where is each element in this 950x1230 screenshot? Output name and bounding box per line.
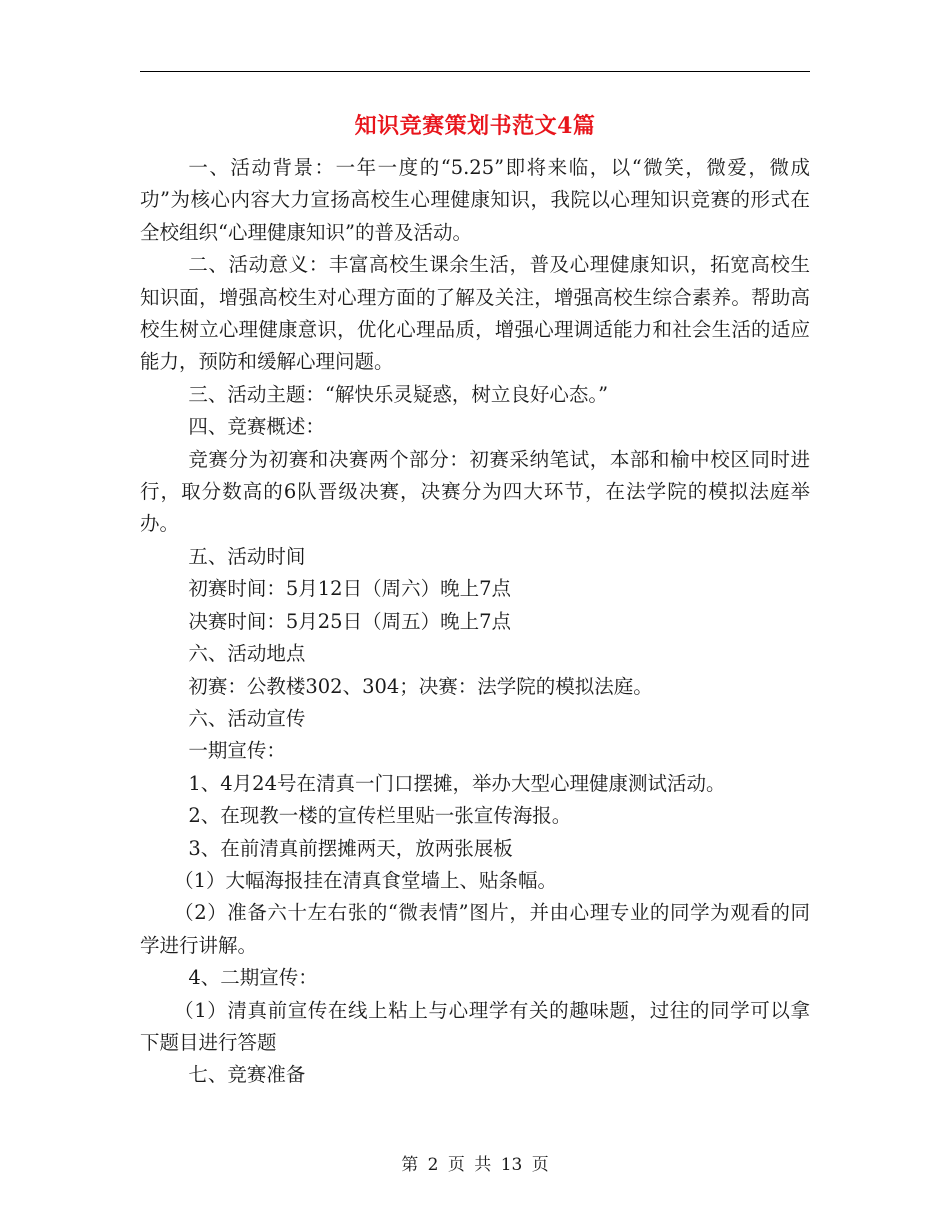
paragraph-location: 初赛：公教楼302、304；决赛：法学院的模拟法庭。 — [188, 674, 653, 698]
paragraph-theme: 三、活动主题：“解快乐灵疑惑，树立良好心态。” — [188, 382, 609, 406]
header-rule — [140, 71, 810, 72]
document-body — [140, 152, 810, 1092]
paragraph-preparation-heading: 七、竞赛准备 — [188, 1063, 306, 1087]
paragraph-phase1-heading: 一期宣传： — [188, 739, 286, 763]
paragraph-time-heading: 五、活动时间 — [188, 544, 306, 568]
paragraph-location-heading: 六、活动地点 — [188, 642, 306, 666]
paragraph-phase1-sub1: （1）大幅海报挂在清真食堂墙上、贴条幅。 — [174, 868, 558, 892]
paragraph-prelim-time: 初赛时间：5月12日（周六）晚上7点 — [188, 577, 511, 601]
paragraph-phase2-heading: 4、二期宣传： — [188, 966, 318, 990]
paragraph-significance: 二、活动意义：丰富高校生课余生活，普及心理健康知识，拓宽高校生知识面，增强高校生对心理方面的了解及关注，增强高校生综合素养。帮助高校生树立心理健康意识，优化心理品质，增强心理调适能力和社会生活的适应能力，预防和缓解心理问题。 — [140, 253, 810, 374]
paragraph-final-time: 决赛时间：5月25日（周五）晚上7点 — [188, 609, 511, 633]
page-number-footer: 第 2 页 共 13 页 — [401, 1155, 549, 1175]
paragraph-phase2-sub1: （1）清真前宣传在线上粘上与心理学有关的趣味题，过往的同学可以拿下题目进行答题 — [140, 998, 810, 1054]
paragraph-phase1-sub2: （2）准备六十左右张的“微表情”图片，并由心理专业的同学为观看的同学进行讲解。 — [140, 901, 810, 957]
paragraph-overview: 竞赛分为初赛和决赛两个部分：初赛采纳笔试，本部和榆中校区同时进行，取分数高的6队晋级决赛，决赛分为四大环节，在法学院的模拟法庭举办。 — [140, 447, 810, 536]
paragraph-phase1-item2: 2、在现教一楼的宣传栏里贴一张宣传海报。 — [188, 804, 572, 828]
paragraph-promotion-heading: 六、活动宣传 — [188, 706, 306, 730]
paragraph-phase1-item1: 1、4月24号在清真一门口摆摊，举办大型心理健康测试活动。 — [188, 771, 726, 795]
paragraph-overview-heading: 四、竞赛概述： — [188, 415, 325, 439]
paragraph-phase1-item3: 3、在前清真前摆摊两天，放两张展板 — [188, 836, 513, 860]
paragraph-background: 一、活动背景：一年一度的“5.25”即将来临，以“微笑，微爱，微成功”为核心内容大力宣扬高校生心理健康知识，我院以心理知识竞赛的形式在全校组织“心理健康知识”的普及活动。 — [140, 156, 810, 244]
document-title: 知识竞赛策划书范文4篇 — [354, 113, 596, 139]
